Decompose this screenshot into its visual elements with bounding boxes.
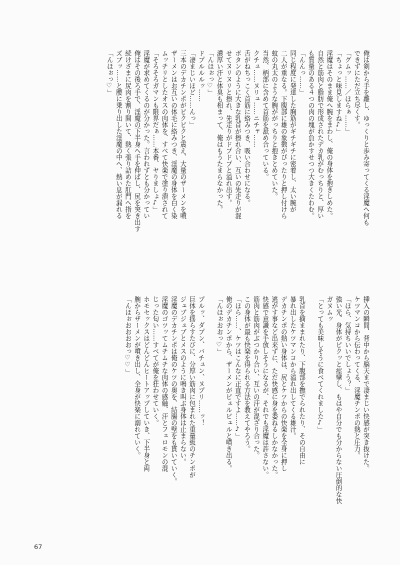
page-number: 67 xyxy=(34,543,43,551)
text-block-bottom: 挿入の瞬間、背中から脳天まで凄まじい快感が突き抜けた。 ケツマンコから伝わってくる、淫魔チンポの熱と圧力。 「ほら、気持ちいいでしょう？」 強い光、身体がピクッと痙攣し、もはや自分でも分からない圧倒的な快 ガヌムッ 「とっても美味しそうに食べてくれました♪」 乳首を摘ままれたり、下腹部を撫でられたり、その自由に 暴れ出したケツマンコから溢れ出してくる雄汁。 デカチンポの熱い身体は、尻とケツからの快楽を全身に押し 逃がす事など出来ずに、ただ快感に身を委ねるしかなかった。 快感で意識を手放しそうになるが、それでも淫魔は許さない。 筋肉と筋肉がぶつかり合い、互いの汗が混ざり合った。 この身体が最も快楽を得られる方法を教えてやろう。 「ほら……、ケツはこんなに正直ですよ……♪」 俺のデカチンポから、ザーメンがビュルビュルと噴き出る。 「んほぉおおっ♡」 プルッ、ダプン、バチュン、ヌプリ……ッ！ 巨体を揺らすたびに、分厚い筋肉に包まれた重量級のチンポが ジュブジュブとメスのように鳴き叫ぶ身体は止まらない。 淫魔のデカチンポは俺のケツの奥を、結腸の壁をも貫いていく。 淫魔のゴツッてムチムチな肉体の感触、汗とフェロモンの混 じった匂い……すべてが俺を狂わせていく。 ホモセックスはどんどんヒートアップしていき、下半身と両 腕からザーメンが噴き出し、全身が快楽に溺れていく。 「んほぉおおおおっ♡♡」 xyxy=(123,296,369,504)
text-block-top: 俺は剣から手を離し、ゆっくりと歩み寄ってくる淫魔へ何も できずにただ立ち尽くす。 「グムッ……／ほらぁ……」 「ちょっと味見しますね♪」 淫魔はそのまま俺へ腕をまわし、俺の身体を抱きしめた。 自然と筋肉と脂肪で形成されたデカ乳がむっちりと、厚い も質量のある４つの肉の塊が負かすせつつ大きくたわむ。 「んんっ……」 同じ程度に発達した胸筋がギチギチに密着し、太い腕が 二人が重なる。下腹部に雄の象徴がぴったりと押し付けら 蚊の丸太のような腕ががっちりと抱きとめていた。 当然、柄部に含めて首筋を舐め合っている。 クチュ……ヌリュ……ニチャ…… 舌がねちっこく首筋に絡みつき、吸い合わせになる。 ボタンのように大きな乳首が擦れ合い、互いの先走りが混 せてヌリヌリと擦れ、先走りがドプドプと溢れ出す。 濃厚い汗と体臭も相まって、俺はもうたまらなかった。 「んほぉっ♡」 ドプルルルッ…… 「凄まじいほど……んっ」 三本のデカチンポがビクビクと震え、大量のザーメンを噴 ザーメンはお互いの体毛に絡みつき、淫魔の身体を白く染 ムッチリとしたオスの肉体を、すべて快楽で塗り潰されて 「そろそろガマンも限界だぁ……本番、ヤりましょ♪」 淫魔が求めてくるのが分かった。言われずとも分かってい 俺はその後ろ手で、淫魔の下半身へ手を伸ばし、尻を突き出す 続けざまに尻肉を割り開いて、熱く張り詰めた肛門へ指を ズブッ……と腰に乗り出した淫魔の中へ、熱い息が漏れる 「んほぉっ♡」 xyxy=(105,50,369,232)
